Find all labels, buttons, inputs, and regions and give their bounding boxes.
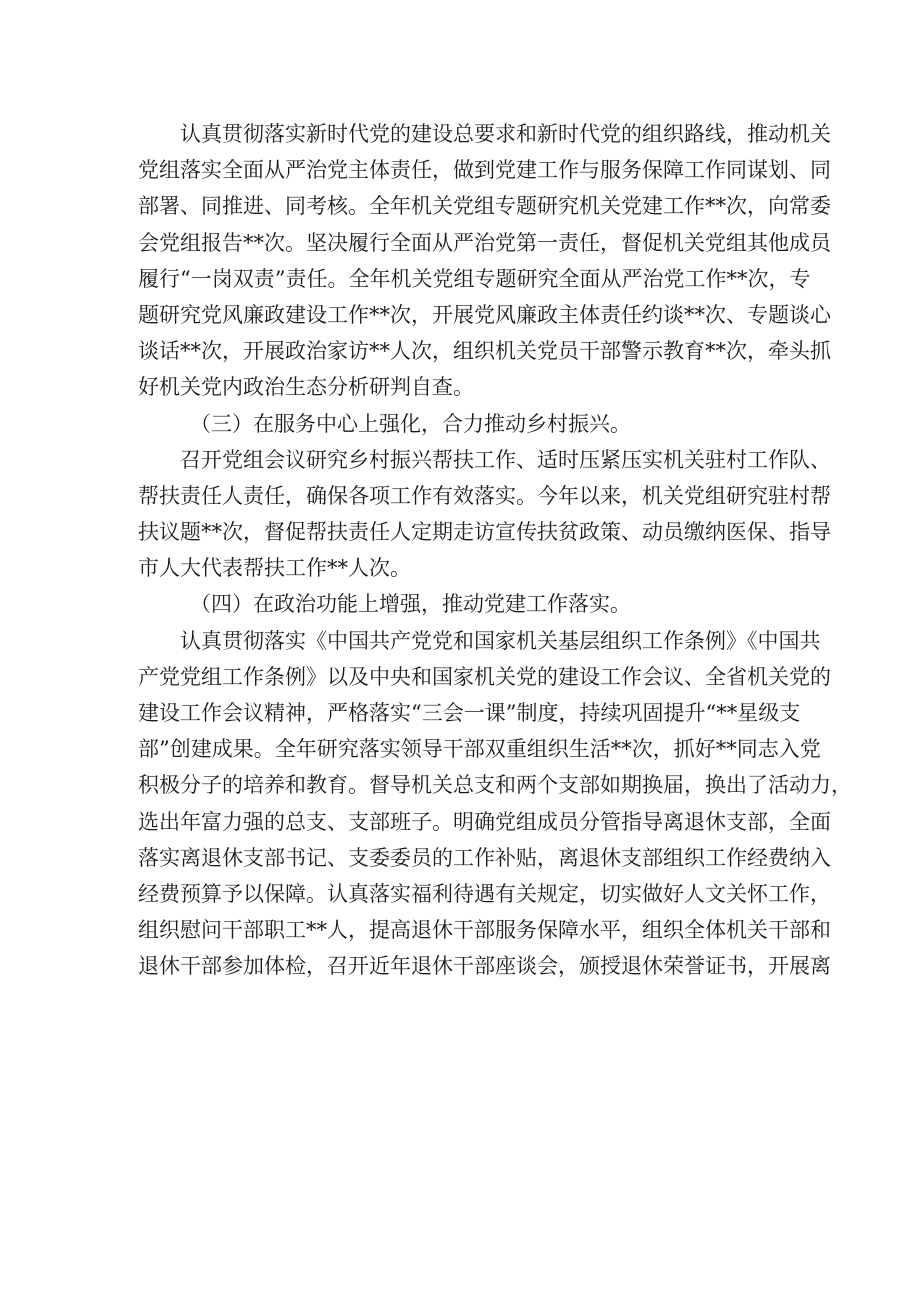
heading-text: （四）在政治功能上增强，推动党建工作落实。 [190, 592, 631, 617]
text-line: 选出年富力强的总支、支部班子。明确党组成员分管指导离退休支部，全面 [138, 809, 831, 834]
text-line: 好机关党内政治生态分析研判自查。 [138, 375, 474, 400]
text-line: 召开党组会议研究乡村振兴帮扶工作、适时压紧压实机关驻村工作队、 [180, 447, 831, 472]
text-line: 市人大代表帮扶工作**人次。 [138, 556, 411, 581]
heading-text: （三）在服务中心上强化，合力推动乡村振兴。 [190, 411, 631, 436]
text-line: 经费预算予以保障。认真落实福利待遇有关规定，切实做好人文关怀工作， [138, 881, 831, 906]
text-line: 积极分子的培养和教育。督导机关总支和两个支部如期换届，换出了活动力， [138, 773, 852, 798]
text-line: 扶议题**次，督促帮扶责任人定期走访宣传扶贫政策、动员缴纳医保、指导 [138, 520, 831, 545]
text-line: 会党组报告**次。坚决履行全面从严治党第一责任，督促机关党组其他成员 [138, 230, 831, 255]
paragraph-party-building-responsibility [138, 116, 831, 406]
text-line: 部署、同推进、同考核。全年机关党组专题研究机关党建工作**次，向常委 [138, 194, 831, 219]
text-line: 题研究党风廉政建设工作**次，开展党风廉政主体责任约谈**次、专题谈心 [138, 302, 831, 327]
text-line: 产党党组工作条例》以及中央和国家机关党的建设工作会议、全省机关党的 [138, 664, 831, 689]
document-body [138, 116, 852, 985]
text-line: 认真贯彻落实新时代党的建设总要求和新时代党的组织路线，推动机关 [180, 122, 831, 146]
text-line: 谈话**次，开展政治家访**人次，组织机关党员干部警示教育**次，牵头抓 [138, 339, 831, 364]
text-line: 帮扶责任人责任，确保各项工作有效落实。今年以来，机关党组研究驻村帮 [138, 483, 831, 508]
text-line: 党组落实全面从严治党主体责任，做到党建工作与服务保障工作同谋划、同 [138, 158, 831, 183]
text-line: 部”创建成果。全年研究落实领导干部双重组织生活**次，抓好**同志入党 [138, 737, 821, 762]
paragraph-political-function [138, 623, 852, 985]
section-heading-4 [138, 586, 796, 622]
text-line: 组织慰问干部职工**人，提高退休干部服务保障水平，组织全体机关干部和 [138, 918, 831, 943]
section-heading-3 [138, 406, 796, 442]
text-line: 履行“一岗双责”责任。全年机关党组专题研究全面从严治党工作**次，专 [138, 266, 811, 291]
text-line: 落实离退休支部书记、支委委员的工作补贴，离退休支部组织工作经费纳入 [138, 845, 831, 870]
text-line: 认真贯彻落实《中国共产党党和国家机关基层组织工作条例》《中国共 [180, 628, 821, 653]
text-line: 退休干部参加体检，召开近年退休干部座谈会，颁授退休荣誉证书，开展离 [138, 954, 831, 979]
text-line: 建设工作会议精神，严格落实“三会一课”制度，持续巩固提升“**星级支 [138, 701, 801, 725]
paragraph-rural-revitalization [138, 442, 831, 587]
